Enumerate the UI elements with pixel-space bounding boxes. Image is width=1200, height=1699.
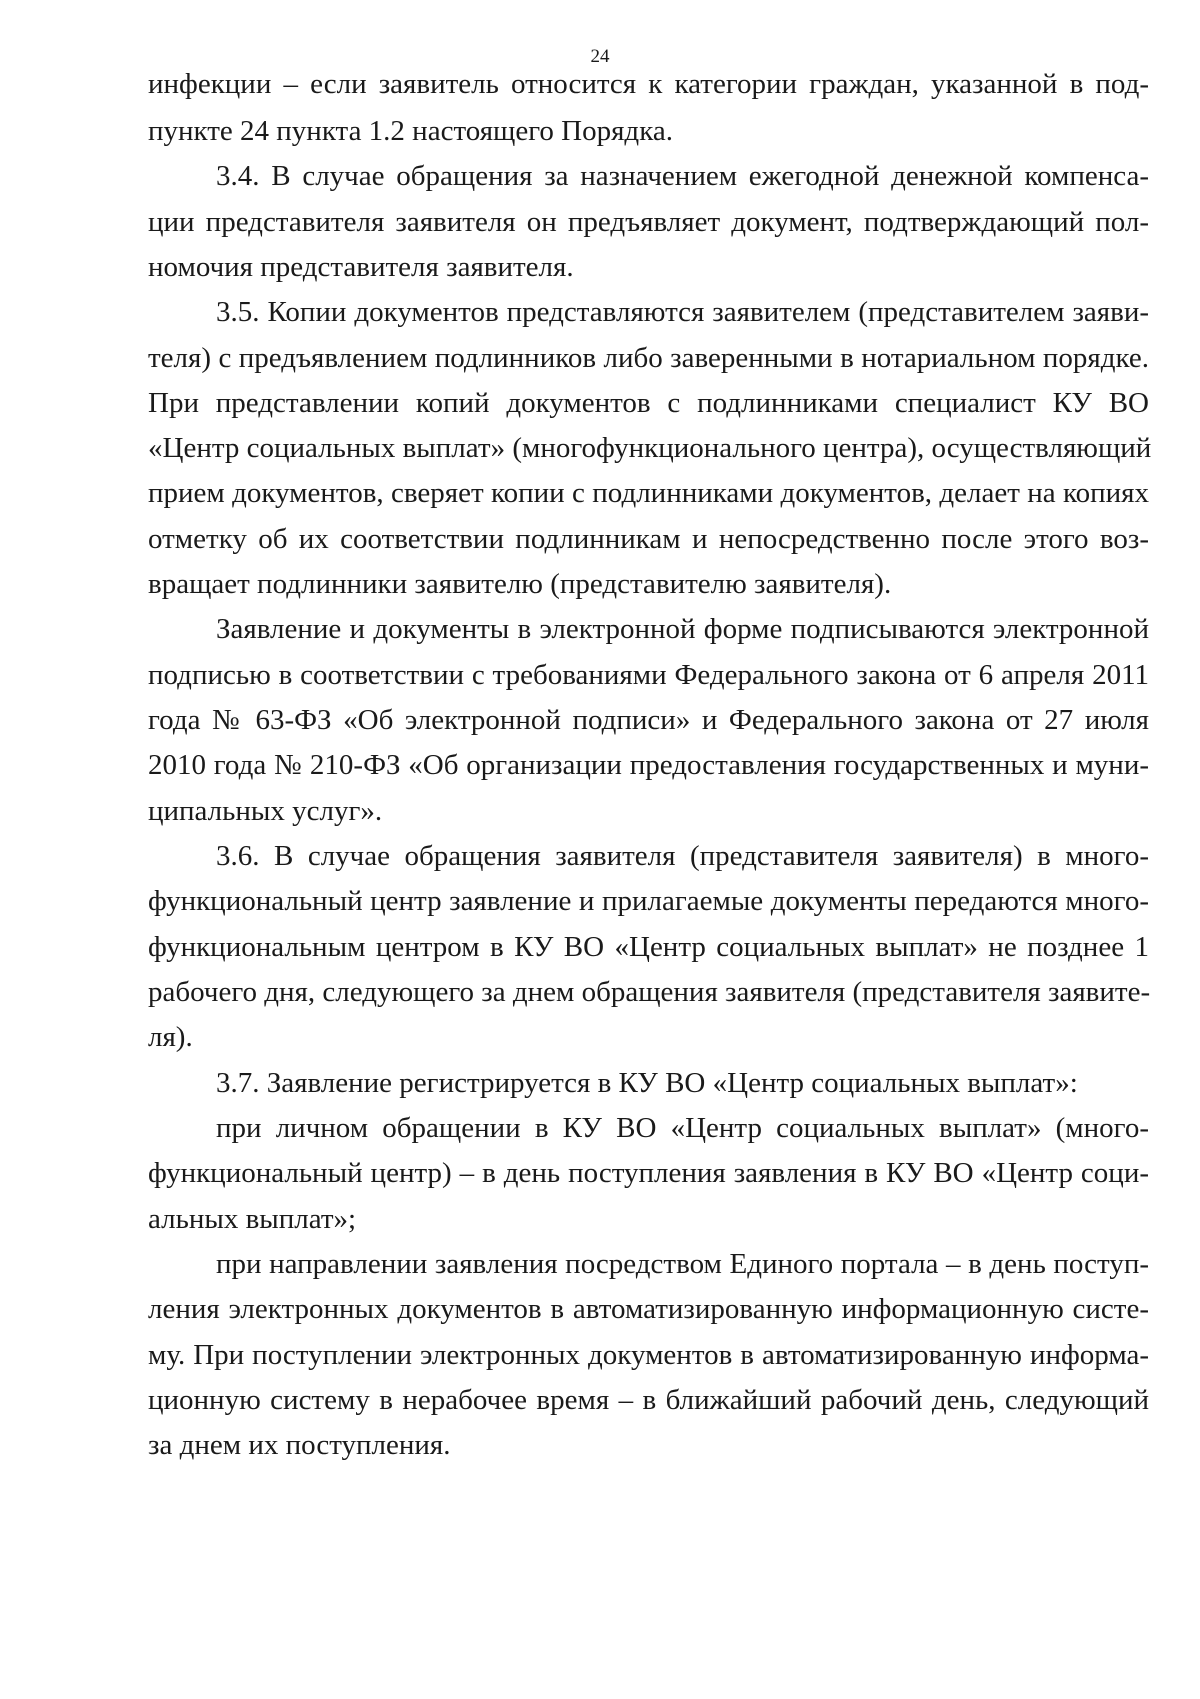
text-line: 3.7. Заявление регистрируется в КУ ВО «Центр социальных выплат»: (216, 1067, 1078, 1099)
text-line: при личном обращении в КУ ВО «Центр социальных выплат» (много- (216, 1112, 1149, 1144)
text-line: функциональный центр) – в день поступления заявления в КУ ВО «Центр соци- (148, 1157, 1149, 1189)
text-line: 2010 года № 210-ФЗ «Об организации предоставления государственных и муни- (148, 749, 1149, 781)
page-number: 24 (590, 46, 610, 67)
text-line: ля). (148, 1021, 193, 1053)
text-line: функциональным центром в КУ ВО «Центр социальных выплат» не позднее 1 (148, 931, 1149, 963)
text-line: 3.6. В случае обращения заявителя (представителя заявителя) в много- (216, 840, 1149, 872)
text-line: При представлении копий документов с подлинниками специалист КУ ВО (148, 387, 1149, 419)
text-line: функциональный центр заявление и прилагаемые документы передаются много- (148, 885, 1149, 917)
text-line: «Центр социальных выплат» (многофункционального центра), осуществляющий (148, 432, 1152, 464)
text-line: при направлении заявления посредством Единого портала – в день поступ- (216, 1248, 1149, 1280)
text-line: 3.4. В случае обращения за назначением ежегодной денежной компенса- (216, 160, 1149, 192)
text-line: номочия представителя заявителя. (148, 251, 574, 283)
text-line: 3.5. Копии документов представляются заявителем (представителем заяви- (216, 296, 1149, 328)
text-line: за днем их поступления. (148, 1429, 451, 1461)
text-line: ции представителя заявителя он предъявляет документ, подтверждающий пол- (148, 206, 1149, 238)
text-line: прием документов, сверяет копии с подлинниками документов, делает на копиях (148, 477, 1149, 509)
text-line: отметку об их соответствии подлинникам и непосредственно после этого воз- (148, 523, 1149, 555)
text-line: пункте 24 пункта 1.2 настоящего Порядка. (148, 115, 673, 147)
text-line: года № 63-ФЗ «Об электронной подписи» и Федерального закона от 27 июля (148, 704, 1149, 736)
text-line: му. При поступлении электронных документов в автоматизированную информа- (148, 1339, 1149, 1371)
text-line: ционную систему в нерабочее время – в ближайший рабочий день, следующий (148, 1384, 1149, 1416)
text-line: вращает подлинники заявителю (представителю заявителя). (148, 568, 892, 600)
text-line: подписью в соответствии с требованиями Федерального закона от 6 апреля 2011 (148, 659, 1149, 691)
text-line: инфекции – если заявитель относится к категории граждан, указанной в под- (148, 68, 1149, 100)
text-line: рабочего дня, следующего за днем обращения заявителя (представителя заявите- (148, 976, 1151, 1008)
text-line: теля) с предъявлением подлинников либо заверенными в нотариальном порядке. (148, 342, 1149, 374)
text-line: ципальных услуг». (148, 795, 383, 827)
text-line: Заявление и документы в электронной форме подписываются электронной (216, 613, 1149, 645)
text-line: альных выплат»; (148, 1203, 357, 1235)
text-line: ления электронных документов в автоматизированную информационную систе- (148, 1293, 1149, 1325)
